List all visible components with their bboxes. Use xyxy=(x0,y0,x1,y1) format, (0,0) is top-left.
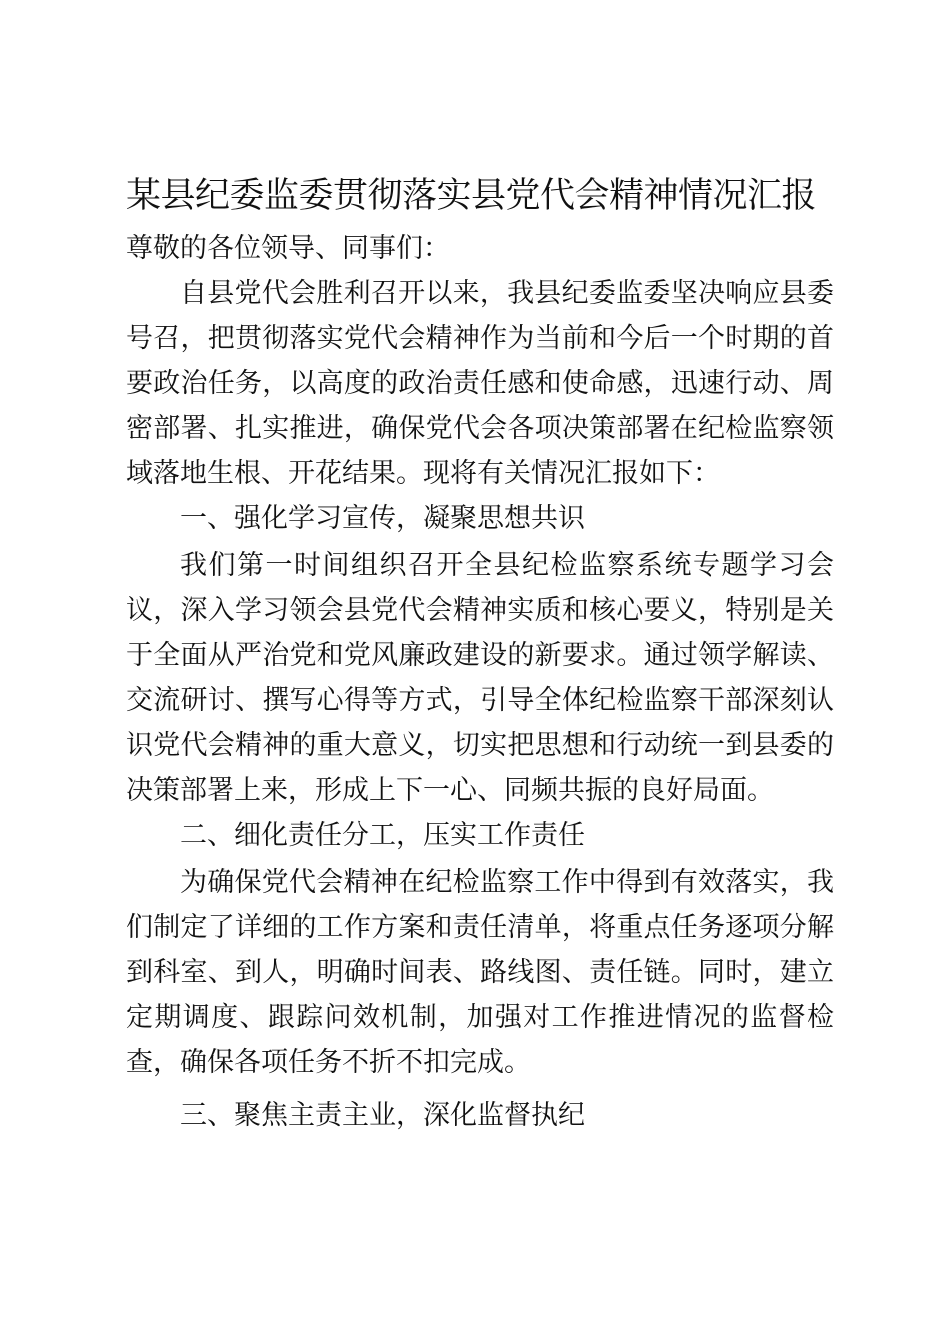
section-heading-3: 三、聚焦主责主业，深化监督执纪 xyxy=(180,1100,585,1131)
salutation: 尊敬的各位领导、同事们： xyxy=(126,233,450,264)
section-heading-1: 一、强化学习宣传，凝聚思想共识 xyxy=(180,503,585,534)
document-body xyxy=(126,226,834,1138)
section-heading-2: 二、细化责任分工，压实工作责任 xyxy=(180,820,585,851)
document-title: 某县纪委监委贯彻落实县党代会精神情况汇报 xyxy=(126,176,817,216)
intro-paragraph: 自县党代会胜利召开以来，我县纪委监委坚决响应县委号召，把贯彻落实党代会精神作为当前和今后一个时期的首要政治任务，以高度的政治责任感和使命感，迅速行动、周密部署、扎实推进，确保党代会各项决策部署在纪检监察领域落地生根、开花结果。现将有关情况汇报如下： xyxy=(126,278,834,489)
section-paragraph-1: 我们第一时间组织召开全县纪检监察系统专题学习会议，深入学习领会县党代会精神实质和核心要义，特别是关于全面从严治党和党风廉政建设的新要求。通过领学解读、交流研讨、撰写心得等方式，引导全体纪检监察干部深刻认识党代会精神的重大意义，切实把思想和行动统一到县委的决策部署上来，形成上下一心、同频共振的良好局面。 xyxy=(126,550,834,806)
section-paragraph-2: 为确保党代会精神在纪检监察工作中得到有效落实，我们制定了详细的工作方案和责任清单，将重点任务逐项分解到科室、到人，明确时间表、路线图、责任链。同时，建立定期调度、跟踪问效机制，加强对工作推进情况的监督检查，确保各项任务不折不扣完成。 xyxy=(126,867,834,1078)
